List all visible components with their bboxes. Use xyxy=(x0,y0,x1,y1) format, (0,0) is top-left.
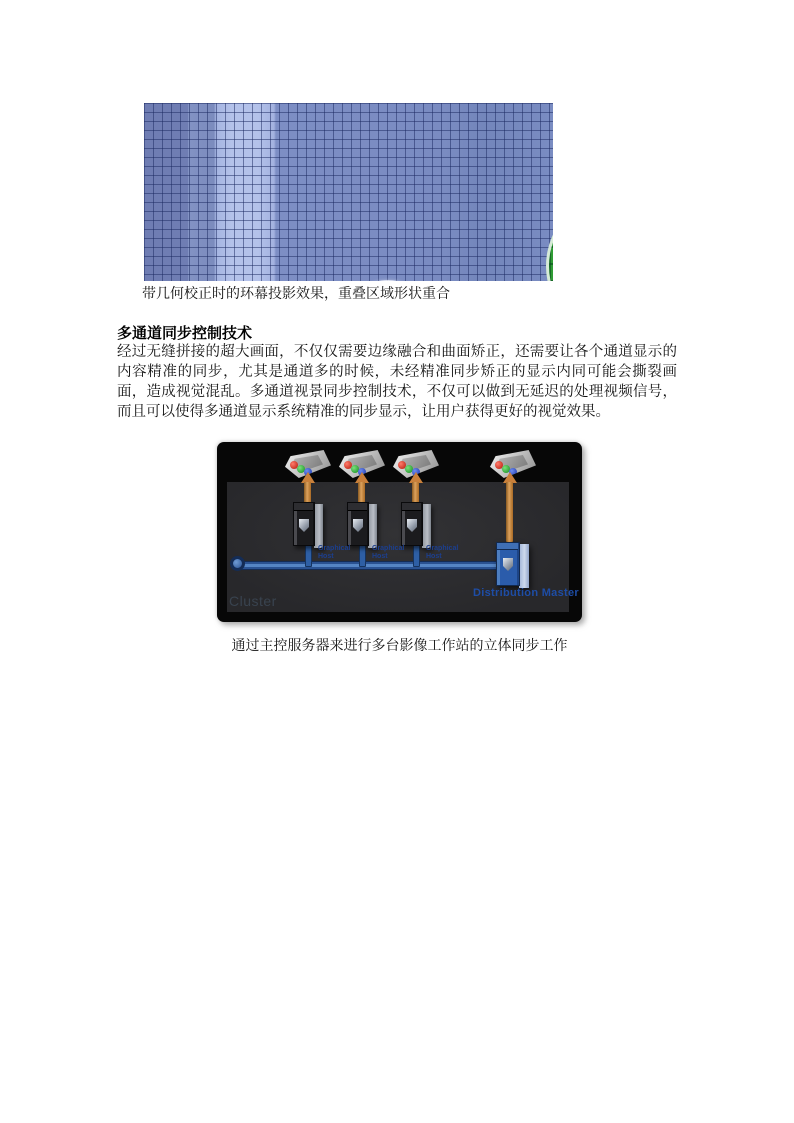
workstation-tower-icon xyxy=(293,502,323,548)
tower-cap xyxy=(402,503,421,511)
overlap-circle-outline xyxy=(344,280,432,281)
tower-side xyxy=(314,504,323,548)
master-server-icon xyxy=(496,542,529,588)
arrow-shaft xyxy=(506,482,513,542)
workstation-tower-icon xyxy=(401,502,431,548)
tower-side xyxy=(368,504,377,548)
graphical-host-label: Graphical Host xyxy=(426,545,459,560)
section-body-paragraph: 经过无缝拼接的超大画面，不仅仅需要边缘融合和曲面矫正，还需要让各个通道显示的内容精准的同步，尤其是通道多的时候，未经精准同步矫正的显示内同可能会撕裂画面，造成视觉混乱。多通道视景同步控制技术，不仅可以做到无延迟的处理视频信号，而且可以使得多通道显示系统精准的同步显示，让用户获得更好的视觉效果。 xyxy=(117,344,677,420)
arrow-shaft xyxy=(358,482,365,504)
up-arrow-icon xyxy=(301,472,315,504)
up-arrow-icon xyxy=(503,472,517,542)
cluster-label: Cluster xyxy=(229,593,277,609)
server-cap xyxy=(497,543,518,550)
tower-side xyxy=(422,504,431,548)
figure2-caption: 通过主控服务器来进行多台影像工作站的立体同步工作 xyxy=(231,639,568,654)
up-arrow-icon xyxy=(355,472,369,504)
up-arrow-icon xyxy=(409,472,423,504)
graphical-host-label: Graphical Host xyxy=(372,545,405,560)
bus-connector xyxy=(305,545,312,567)
magnifier-green-circle xyxy=(546,192,553,281)
section-heading: 多通道同步控制技术 xyxy=(117,325,253,342)
tower-cap xyxy=(348,503,367,511)
figure1-caption: 带几何校正时的环幕投影效果，重叠区域形状重合 xyxy=(142,287,450,302)
projection-grid-image xyxy=(144,103,553,281)
bus-start-node xyxy=(230,556,245,571)
arrow-shaft xyxy=(412,482,419,504)
network-bus-line xyxy=(235,561,503,570)
server-side xyxy=(519,544,529,588)
cluster-diagram-image xyxy=(217,442,582,622)
distribution-master-label: Distribution Master xyxy=(473,587,579,599)
arrow-shaft xyxy=(304,482,311,504)
workstation-tower-icon xyxy=(347,502,377,548)
graphical-host-label: Graphical Host xyxy=(318,545,351,560)
tower-cap xyxy=(294,503,313,511)
